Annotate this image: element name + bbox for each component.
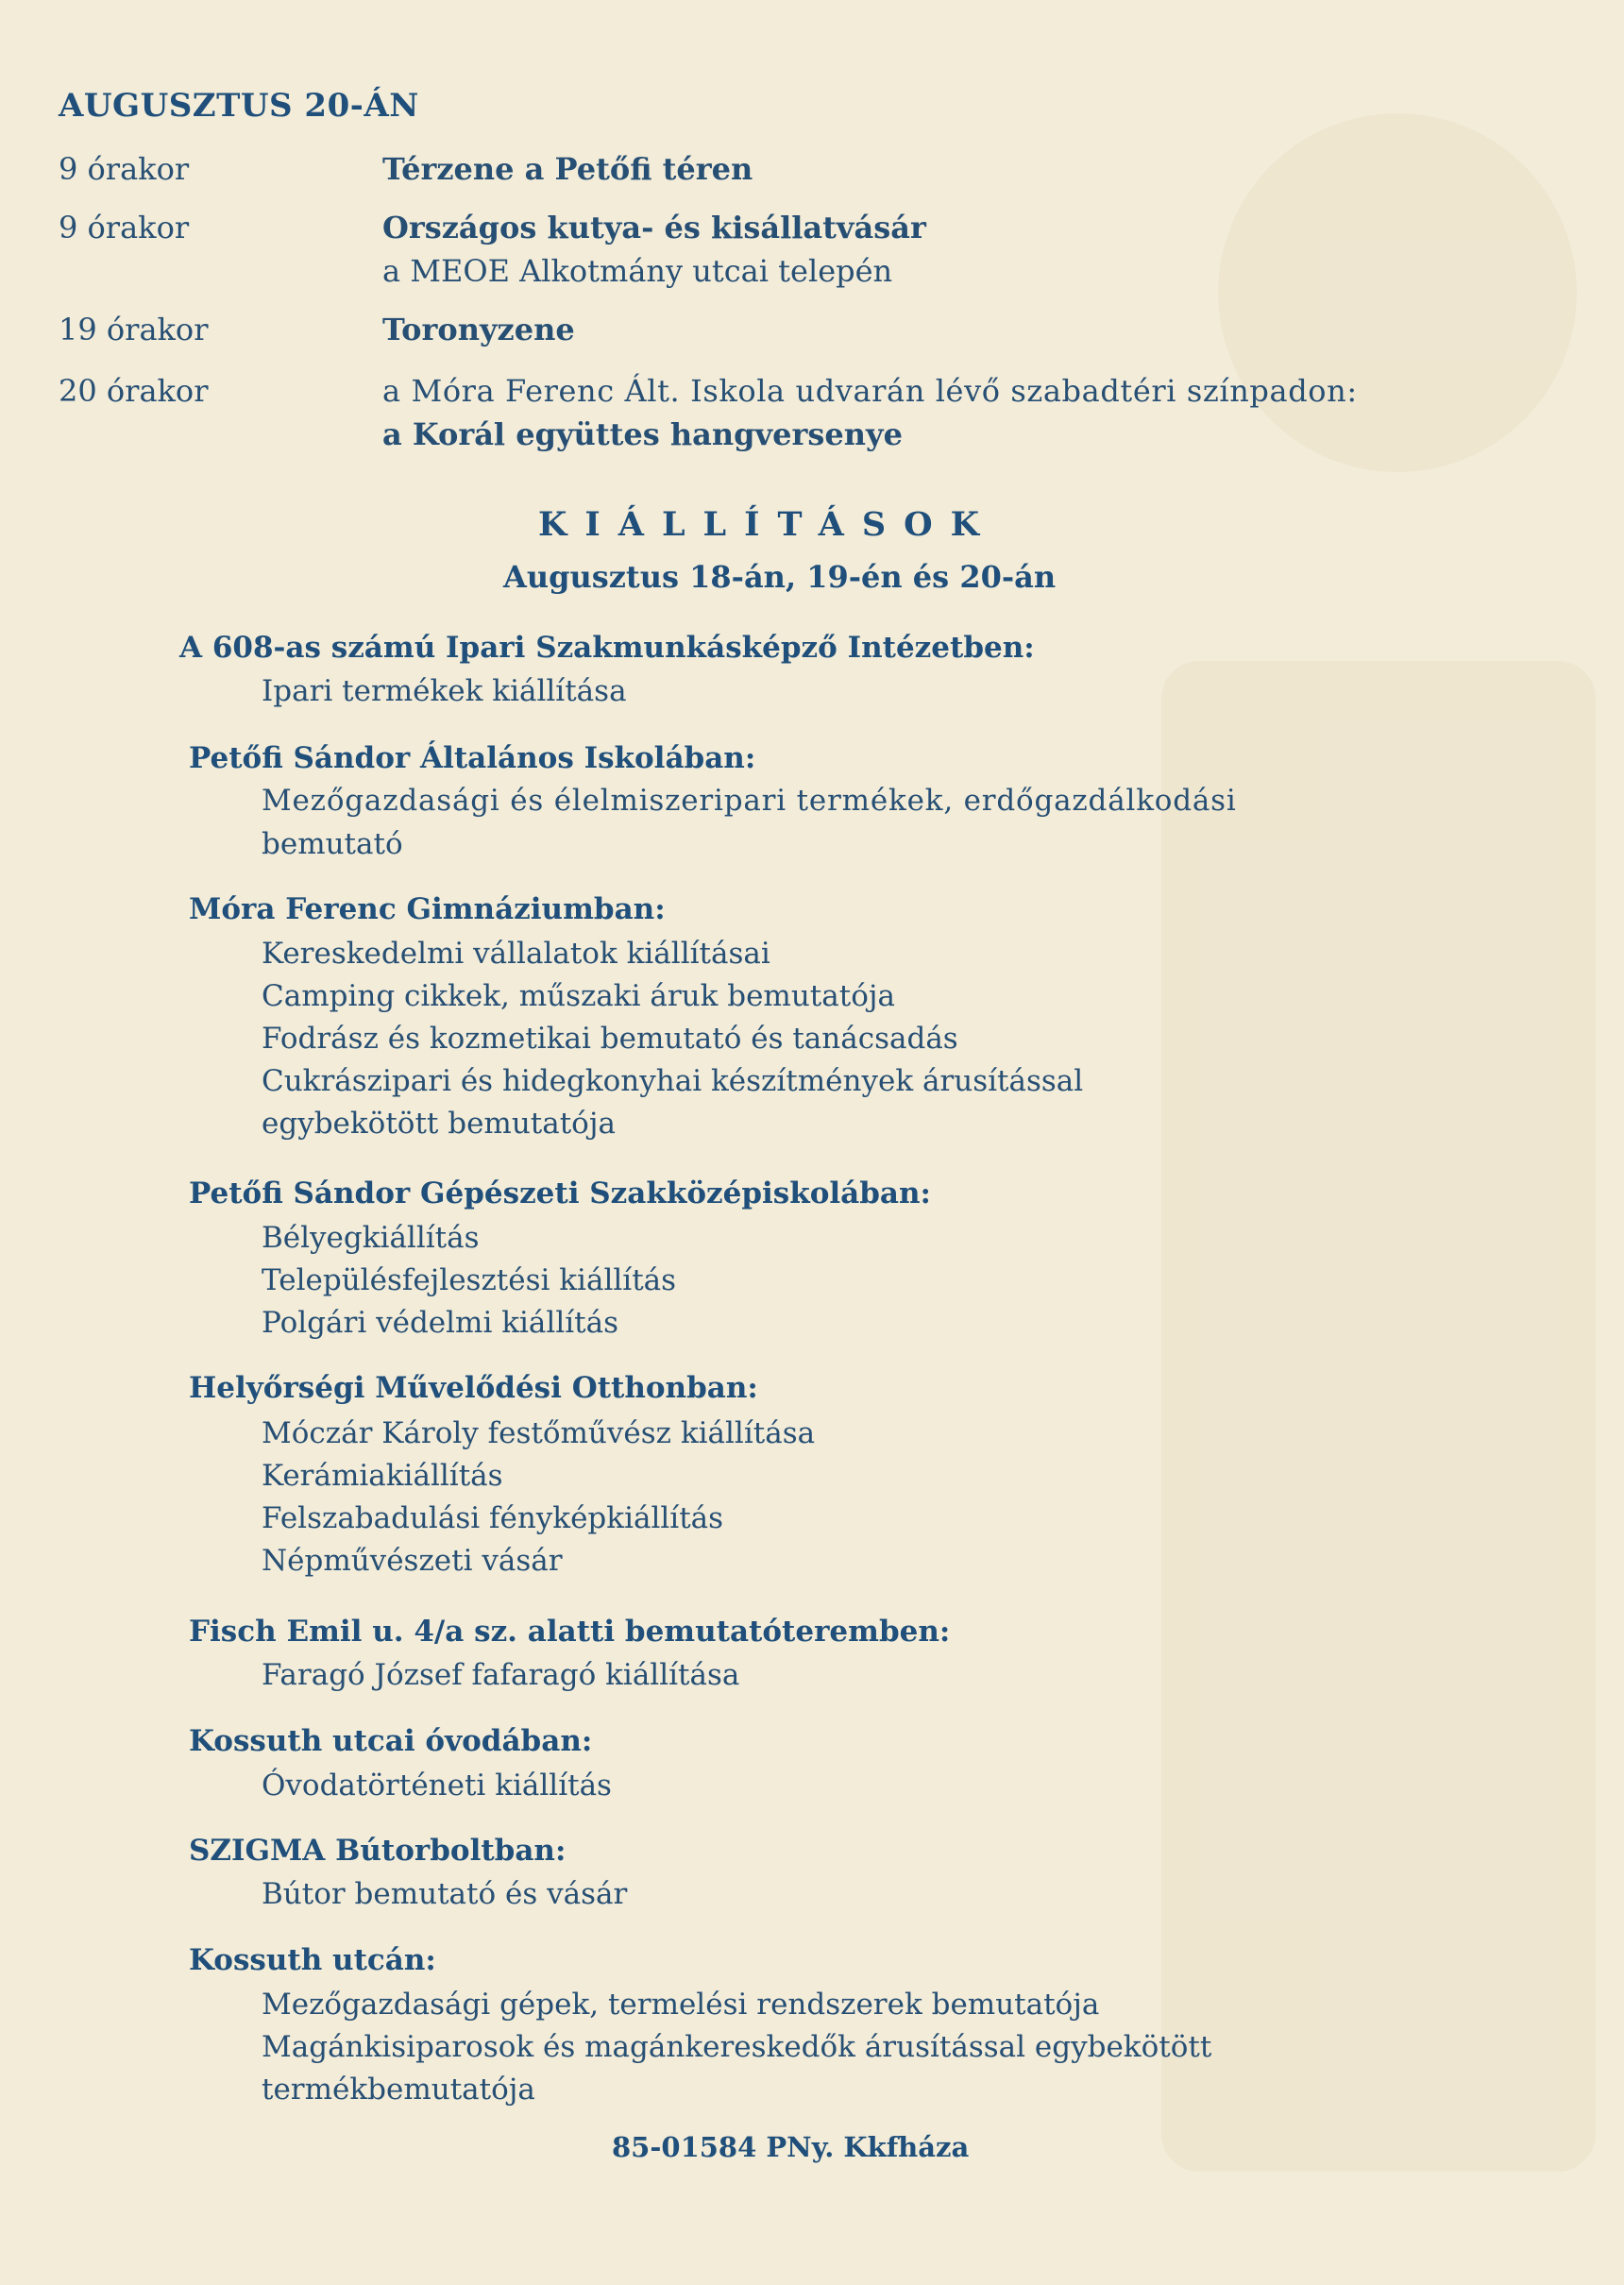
schedule-event-detail: a Korál együttes hangversenye <box>382 416 903 452</box>
venue-item: Kerámiakiállítás <box>262 1459 503 1493</box>
venue-item: Népművészeti vásár <box>262 1544 563 1578</box>
venue-name: Helyőrségi Művelődési Otthonban: <box>189 1371 758 1405</box>
venue-name: Petőfi Sándor Gépészeti Szakközépiskolában: <box>189 1176 931 1210</box>
venue-item: Cukrászipari és hidegkonyhai készítmények árusítással <box>262 1064 1084 1098</box>
venue-item: Magánkisiparosok és magánkereskedők árusítással egybekötött <box>262 2030 1212 2064</box>
schedule-time: 20 órakor <box>59 373 209 409</box>
venue-name: Fisch Emil u. 4/a sz. alatti bemutatóteremben: <box>189 1615 951 1649</box>
venue-item: Faragó József fafaragó kiállítása <box>262 1658 740 1692</box>
venue-item: Camping cikkek, műszaki áruk bemutatója <box>262 979 895 1013</box>
venue-item: bemutató <box>262 827 403 861</box>
venue-item: termékbemutatója <box>262 2073 535 2107</box>
venue-item: Fodrász és kozmetikai bemutató és tanácsadás <box>262 1022 958 1056</box>
paper-stain <box>1218 113 1577 472</box>
venue-item: Kereskedelmi vállalatok kiállításai <box>262 937 770 971</box>
venue-name: A 608-as számú Ipari Szakmunkásképző Intézetben: <box>179 631 1035 665</box>
schedule-event-detail: a MEOE Alkotmány utcai telepén <box>382 253 893 289</box>
exhibitions-title: KIÁLLÍTÁSOK <box>538 505 998 544</box>
venue-item: Bútor bemutató és vásár <box>262 1877 628 1911</box>
venue-name: Kossuth utcán: <box>189 1943 436 1977</box>
exhibitions-dates: Augusztus 18-án, 19-én és 20-án <box>503 559 1057 595</box>
paper-stain <box>1161 661 1596 2172</box>
schedule-time: 9 órakor <box>59 151 190 187</box>
venue-item: Bélyegkiállítás <box>262 1221 480 1255</box>
venue-item: Mezőgazdasági gépek, termelési rendszerek bemutatója <box>262 1988 1100 2022</box>
venue-item: Polgári védelmi kiállítás <box>262 1306 618 1340</box>
venue-name: Petőfi Sándor Általános Iskolában: <box>189 741 756 775</box>
venue-name: Kossuth utcai óvodában: <box>189 1724 593 1758</box>
venue-item: egybekötött bemutatója <box>262 1107 616 1141</box>
venue-item: Felszabadulási fényképkiállítás <box>262 1501 724 1535</box>
schedule-event: Térzene a Petőfi téren <box>382 151 753 187</box>
venue-name: Móra Ferenc Gimnáziumban: <box>189 892 666 926</box>
venue-item: Móczár Károly festőművész kiállítása <box>262 1416 816 1450</box>
schedule-event: Toronyzene <box>382 312 575 347</box>
schedule-time: 9 órakor <box>59 210 190 245</box>
print-code: 85-01584 PNy. Kkfháza <box>612 2131 970 2163</box>
venue-item: Ipari termékek kiállítása <box>262 674 627 708</box>
schedule-time: 19 órakor <box>59 312 209 347</box>
venue-name: SZIGMA Bútorboltban: <box>189 1834 567 1868</box>
date-heading: AUGUSZTUS 20-ÁN <box>59 87 419 125</box>
schedule-event: a Móra Ferenc Ált. Iskola udvarán lévő szabadtéri színpadon: <box>382 373 1358 409</box>
schedule-event: Országos kutya- és kisállatvásár <box>382 210 926 245</box>
venue-item: Óvodatörténeti kiállítás <box>262 1769 612 1803</box>
venue-item: Mezőgazdasági és élelmiszeripari termékek, erdőgazdálkodási <box>262 784 1237 818</box>
venue-item: Településfejlesztési kiállítás <box>262 1263 677 1297</box>
